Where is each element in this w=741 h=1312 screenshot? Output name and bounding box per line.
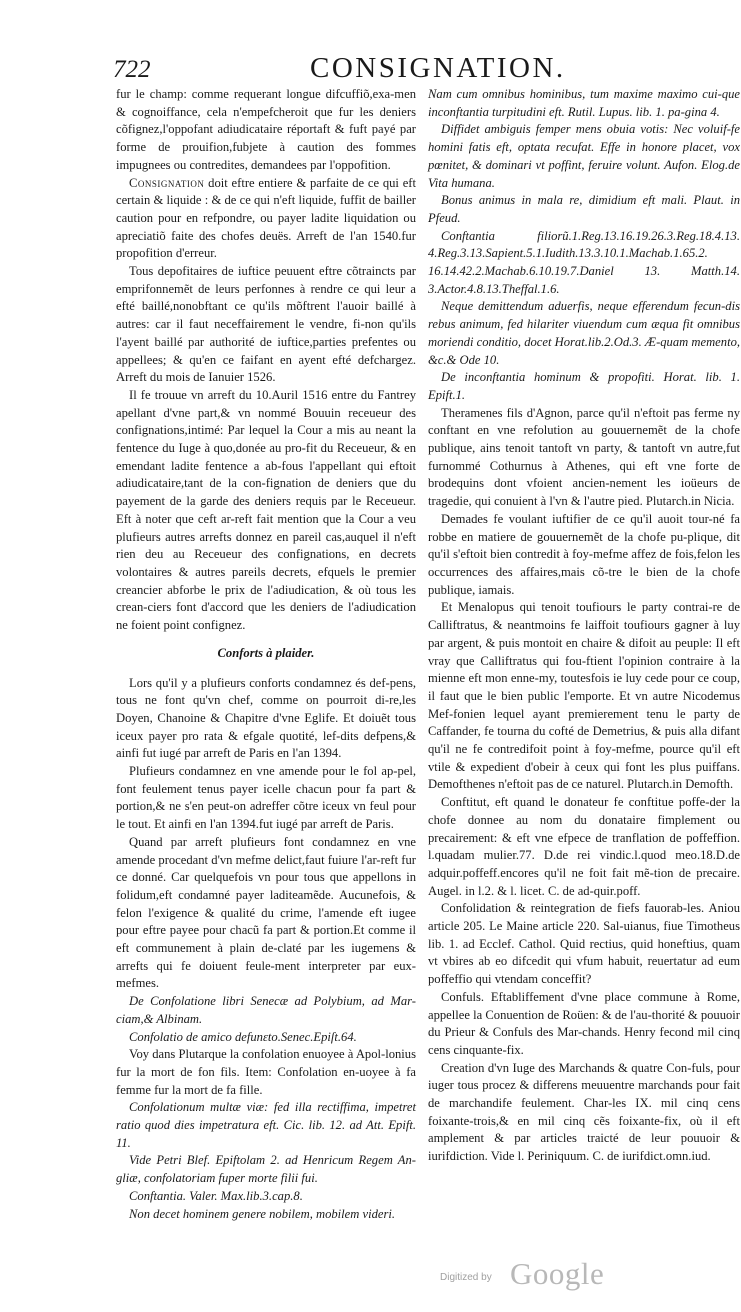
google-logo: Google: [510, 1256, 605, 1291]
citation: Nam cum omnibus hominibus, tum maxime maximo cui-que inconftantia turpitudini eft. Rutil. Lupus. lib. 1. pa-gina 4.: [428, 87, 740, 119]
citation: Non decet hominem genere nobilem, mobilem videri.: [129, 1206, 396, 1221]
paragraph: Il fe trouue vn arreft du 10.Auril 1516 entre du Fantrey apellant d'vne part,& vn nommé Bouuin receueur des confignations,intimé: Par lequel la Cour a mis au neant la fentence du Iuge à quo,donée au pro-fit du Receueur, & en emendant ladite fentence a ab-fous l'appellant qui eftoit adiudicataire,tant de la con-fignation de deniers que du payement de la garde des deniers requis par le Receueur. Eft à noter que ceft ar-reft fait mention que la Cour a veu plufieurs autres arrefts donnez en pareil cas,auquel il n'eft rien deu au Receueur des confignations, en decrets volontaires & autres pareils decrets, efquels le premier creancier abforbe le prix de l'adiudication, & où tous les crean-ciers font d'accord que les deniers de l'adiudication ne foient point confignez.: [116, 387, 416, 633]
paragraph: Quand par arreft plufieurs font condamnez en vne amende procedant d'vn mefme delict,faut fuiure l'ar-reft fur ce donné. Car quelquefois vn pour tous que appellons in folidum,eft condamné payer laditeamẽde. Aucunefois, & felon l'exigence & qualité du crime, l'amende eft iugee pour eftre payee pour chacũ fa part & portion.Et comme il eft communement à plain de-claté par les iugemens & arrefts qui fe doiuent feule-ment interpreter par eux-mefmes.: [116, 834, 416, 991]
keyword: Consignation: [129, 175, 205, 190]
paragraph: Theramenes fils d'Agnon, parce qu'il n'eftoit pas ferme ny conftant en vne refolution au gouuernemẽt de la chofe publique, ains tenoit tantoft vn party, & tantoft vn autre,fut furnommé Cothurnus à Athenes, qui eft vne forte de brodequins dont vfoient ancien-nement les ioüeurs de tragedie, qui conuient à l'vn & l'autre pied. Plutarch.in Nicia.: [428, 405, 740, 509]
right-column: [428, 86, 740, 1166]
citation: Conftantia. Valer. Max.lib.3.cap.8.: [129, 1188, 303, 1203]
page-number: 722: [113, 56, 151, 83]
section-heading: Conforts à plaider.: [217, 645, 315, 660]
paragraph: fur le champ: comme requerant longue difcuffiõ,exa-men & cognoiffance, cela n'empefcheroit que fur les deniers cõfignez,l'oppofant adiudicataire réportaft & fuft payé par forme de prouifion,fubjete à caution des fommes impugnees ou contredites, demandees par l'oppofition.: [116, 87, 416, 172]
paragraph: Conftitut, eft quand le donateur fe conftitue poffe-der la chofe donnee au nom du donataire fimplement ou precairement: & eft vne efpece de tranflation de poffeffion. l.quadam mulier.77. D.de rei vindic.l.quod meo.18.D.de adquir.poffeff.encores qu'il ne foit fait mẽ-tion de precaire. Augel. in l.2. & l. licet. C. de ad-quir.poff.: [428, 795, 740, 898]
paragraph: Et Menalopus qui tenoit toufiours le party contrai-re de Calliftratus, & neantmoins fe laiffoit toufiours gagner à luy par argent, & puis montoit en chaire & difoit au peuple: Il eft vray que Calliftratus qui fou-ftient l'opinion contraire à la mienne eft mon enne-my, toutesfois ie luy cede pour ce coup, il faut que le bien public l'emporte. Et vn autre Nicodemus Mef-fonien lequel ayant premierement tenu le party de Caffander, fe tourna du cofté de Demetrius, & puis alla difant qu'il ne fe contredifoit point à foy-mefme, pource qu'il eft vtile & expedient d'obeir à ceux qui font les plus puiffans. Demofthenes n'eftoit pas de ce naturel. Plutarch.in Demofth.: [428, 600, 740, 792]
paragraph-text: doit eftre entiere & parfaite de ce qui eft certain & liquide : & de ce qui n'eft liquide, fuffit de bailler caution pour en refpondre, ou payer ladite liquidation ou apreciatiõ faite des chofes deuës. Arreft de l'an 1540.fur propofition d'erreur.: [116, 175, 416, 261]
paragraph: Voy dans Plutarque la confolation enuoyee à Apol-lonius fur la mort de fon fils. Item: Confolation en-uoyee à fa femme fur la mort de fa fille.: [116, 1047, 416, 1097]
citation: Bonus animus in mala re, dimidium eft mali. Plaut. in Pfeud.: [428, 193, 740, 225]
paragraph: Lors qu'il y a plufieurs conforts condamnez és def-pens, tous ne font qu'vn chef, comme on pourroit di-re,les Doyen, Chanoine & Chapitre d'vne Eglife. Et doiuẽt tous iceux payer pro rata & efgale quotité, lef-dits defpens,& ainfi fut iugé par arreft de Paris en l'an 1394.: [116, 675, 416, 761]
paragraph: Creation d'vn Iuge des Marchands & quatre Con-fuls, pour iuger tous procez & differens meuuentre marchands pour fait de marchandife feulement. Char-les IX. mil cinq cens foixante-trois,& en mil cinq cẽs foixante-fix, où il eft amplement & par articles traicté de leur pouuoir & iurifdiction. Vide l. Periniquum. C. de iurifdict.omn.iud.: [428, 1060, 740, 1164]
citation: Confolationum multæ viæ: fed illa rectiffima, impetret ratio quod dies impetratura eft. Cic. lib. 12. ad Att. Epift. 11.: [116, 1100, 416, 1150]
digitized-watermark: [440, 1252, 630, 1292]
citation: Confolatio de amico defunɛto.Senec.Epiſt.64.: [129, 1029, 357, 1044]
citation: De inconftantia hominum & propofiti. Horat. lib. 1. Epift.1.: [428, 370, 740, 402]
paragraph: Demades fe voulant iuftifier de ce qu'il auoit tour-né fa robbe en matiere de gouuernemẽt de la chofe pu-plique, dit qu'il s'eftoit bien contredit à foy-mefme affez de fois,felon les occurrences des affaires,mais cõ-tre le bien de la chofe publique, iamais.: [428, 511, 740, 597]
citation: Diffidet ambiguis femper mens obuia votis: Nec voluif-fe homini fatis eft, optata recufat. Effe in honore placet, vox pœnitet, & dominari vt poffint, feruire volunt. Aufon. Elog.de Vita humana.: [428, 122, 740, 190]
citation: De Confolatione libri Senecæ ad Polybium, ad Mar-ciam,& Albinam.: [116, 994, 416, 1026]
citation: Conftantia filiorũ.1.Reg.13.16.19.26.3.Reg.18.4.13. 4.Reg.3.13.Sapient.5.1.Iudith.13.3.10.1.Machab.1.65.2. 16.14.42.2.Machab.6.10.19.7.Daniel 13. Matth.14. 3.Actor.4.8.13.Theffal.1.6.: [428, 228, 740, 296]
paragraph: Tous depofitaires de iuftice peuuent eftre cõtraincts par emprifonnemẽt de leurs perfonnes à rendre ce qui leur a efté baillé,nonobftant ce qu'ils mõftrent l'auoir baillé à autres: car il faut neceffairement le vendre, fi-non qu'ils l'ayent baillé par authorité de iuftice,parties prefentes ou appellees; & qu'en ce faifant en ayent efté defchargez. Arreft du mois de Ianuier 1526.: [116, 264, 416, 385]
citation: Neque demittendum aduerfis, neque efferendum fecun-dis rebus animum, fed hilariter viuendum cum æqua fit omnibus moriendi conditio, docet Horat.lib.2.Od.3. Æ-quam memento, &c.& Ode 10.: [428, 299, 741, 367]
digitized-by-label: Digitized by: [440, 1272, 492, 1283]
paragraph: [116, 175, 416, 264]
paragraph: Confolidation & reintegration de fiefs fauorab-les. Aniou article 205. Le Maine article 220. Sal-uianus, fiue Timotheus lib. 1. ad Ecclef. Cathol. Quid rectius, quid honeftius, quam vt vbires ab eo difcedit qui vfum habuit, reuertatur ad eum poffeffio qui vtendam conceffit?: [428, 901, 740, 987]
page-header: [0, 52, 741, 88]
citation: Vide Petri Blef. Epiftolam 2. ad Henricum Regem An-gliæ, confolatoriam fuper morte filii fui.: [116, 1153, 416, 1186]
running-head: CONSIGNATION.: [310, 52, 566, 84]
paragraph: Plufieurs condamnez en vne amende pour le fol ap-pel, font feulement tenus payer icelle chacun pour fa part & portion,& ne s'en peut-on adreffer cõtre iceux vn feul pour le tout. Et ainfi en l'an 1394.fut iugé par arreft de Paris.: [116, 764, 416, 832]
paragraph: Confuls. Eftabliffement d'vne place commune à Rome, appellee la Conuention de Roüen: & de l'au-thorité & pouuoir du Prieur & Confuls des Mar-chands. Henry fecond mil cinq cens cinquante-fix.: [428, 989, 740, 1057]
left-column: [116, 86, 416, 1223]
